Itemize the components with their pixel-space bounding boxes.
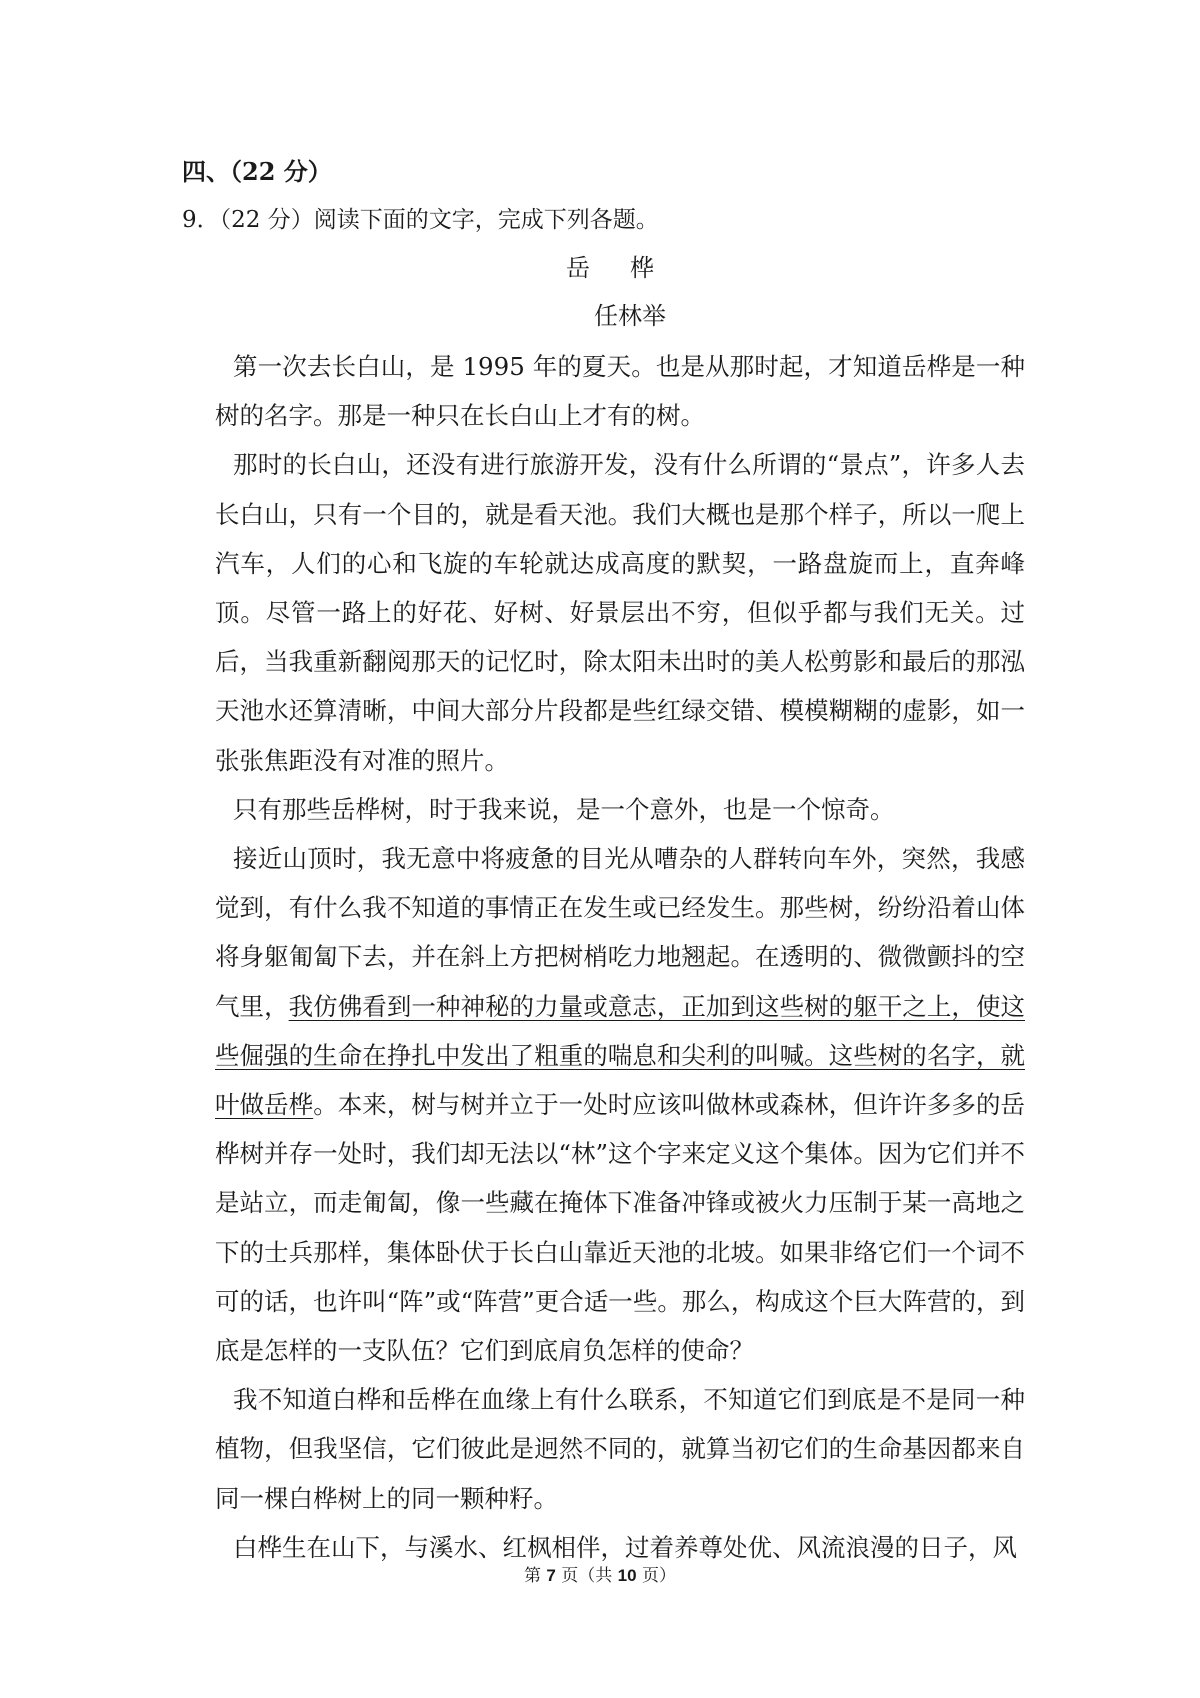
paragraph-1: 第一次去长白山，是 1995 年的夏天。也是从那时起，才知道岳桦是一种树的名字。那是一种只在长白山上才有的树。 [215,352,1025,431]
page-number: 7 [546,1566,556,1585]
paragraph-3: 只有那些岳桦树，时于我来说，是一个意外，也是一个惊奇。 [233,794,895,824]
article-title: 岳桦 [566,254,694,282]
paragraph-4: 接近山顶时，我无意中将疲惫的目光从嘈杂的人群转向车外，突然，我感觉到，有什么我不知道的事情正在发生或已经发生。那些树，纷纷沿着山体将身躯匍匐下去，并在斜上方把树梢吃力地翘起。在透明的、微微颤抖的空气里，我仿佛看到一种神秘的力量或意志，正加到这些树的躯干之上，使这些倔强的生命在挣扎中发出了粗重的喘息和尖利的叫喊。这些树的名字，就叶做岳桦。本来，树与树并立于一处时应该叫做林或森林，但许许多多的岳桦树并存一处时，我们却无法以“林”这个字来定义这个集体。因为它们并不是站立，而走匍匐，像一些藏在掩体下准备冲锋或被火力压制于某一高地之下的士兵那样，集体卧伏于长白山靠近天池的北坡。如果非络它们一个词不可的话，也许叫“阵”或“阵营”更合适一些。那么，构成这个巨大阵营的，到底是怎样的一支队伍？它们到底肩负怎样的使命？ [215,844,1025,1366]
question-prompt: 9．（22 分）阅读下面的文字，完成下列各题。 [182,207,659,233]
article-author: 任林举 [594,302,666,330]
section-heading: 四、（22 分） [182,157,332,186]
underlined-passage: 我仿佛看到一种神秘的力量或意志，正加到这些树的躯干之上，使这些倔强的生命在挣扎中发出了粗重的喘息和尖利的叫喊。这些树的名字，就叶做岳桦 [215,991,1025,1120]
paragraph-2: 那时的长白山，还没有进行旅游开发，没有什么所谓的“景点”，许多人去长白山，只有一个目的，就是看天池。我们大概也是那个样子，所以一爬上汽车，人们的心和飞旋的车轮就达成高度的默契，一路盘旋而上，直奔峰顶。尽管一路上的好花、好树、好景层出不穷，但似乎都与我们无关。过后，当我重新翻阅那天的记忆时，除太阳未出时的美人松剪影和最后的那泓天池水还算清晰，中间大部分片段都是些红绿交错、模模糊糊的虚影，如一张张焦距没有对准的照片。 [215,450,1025,775]
paragraph-6: 白桦生在山下，与溪水、红枫相伴，过着养尊处优、风流浪漫的日子，风 [233,1532,1017,1562]
paragraph-5: 我不知道白桦和岳桦在血缘上有什么联系，不知道它们到底是不是同一种植物，但我坚信，它们彼此是迥然不同的，就算当初它们的生命基因都来自同一棵白桦树上的同一颗种籽。 [215,1385,1025,1513]
article-body [215,342,1025,1572]
page-total: 10 [617,1566,637,1585]
page-footer: 第 7 页（共 10 页） [523,1566,676,1586]
